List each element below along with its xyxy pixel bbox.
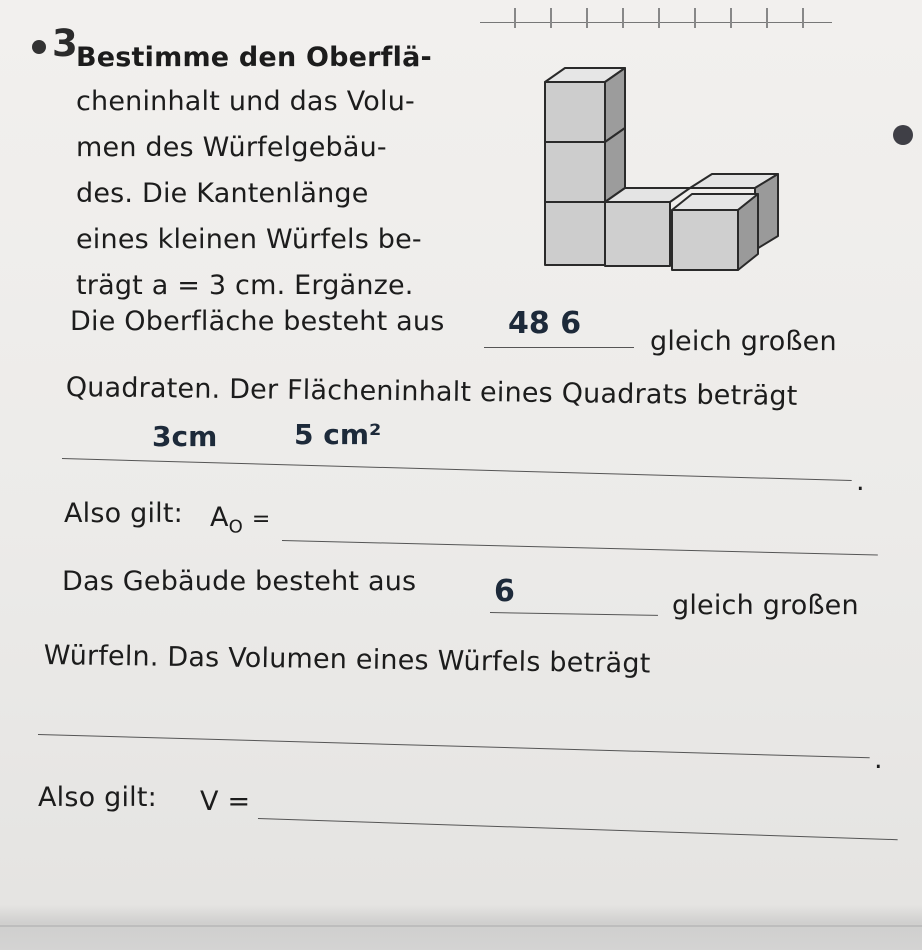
page-bottom-edge bbox=[0, 905, 922, 950]
margin-dot bbox=[893, 125, 913, 145]
volume-line-2: Würfeln. Das Volumen eines Würfels beträgt bbox=[43, 640, 651, 680]
volume-line-1-pre: Das Gebäude besteht aus bbox=[62, 566, 417, 597]
intro-line-6: trägt a = 3 cm. Ergänze. bbox=[76, 270, 414, 301]
volume-count-answer: 6 bbox=[494, 574, 515, 609]
page-bottom-line bbox=[0, 925, 922, 927]
surface-formula bbox=[210, 502, 270, 537]
intro-line-4: des. Die Kantenlänge bbox=[76, 178, 369, 209]
intro-line-3: men des Würfelgebäu- bbox=[76, 132, 387, 163]
surface-also-label: Also gilt: bbox=[64, 498, 183, 529]
intro-line-5: eines kleinen Würfels be- bbox=[76, 224, 422, 255]
cube-front-face bbox=[605, 202, 670, 266]
volume-formula: V = bbox=[200, 786, 251, 817]
volume-also-label: Also gilt: bbox=[38, 782, 157, 813]
intro-line-2: cheninhalt und das Volu- bbox=[76, 86, 415, 117]
volume-line-1-post: gleich großen bbox=[672, 590, 859, 621]
surface-line-2: Quadraten. Der Flächeninhalt eines Quadrats beträgt bbox=[65, 372, 798, 412]
cube-front-face bbox=[545, 202, 605, 265]
intro-line-1-text: Bestimme den Oberflä- bbox=[76, 42, 432, 73]
surface-line-1-post: gleich großen bbox=[650, 326, 837, 357]
volume-period: . bbox=[874, 744, 883, 775]
surface-area-period: . bbox=[856, 466, 865, 497]
cube-front-face bbox=[545, 142, 605, 202]
surface-area-answer-2: 5 cm² bbox=[294, 418, 382, 451]
surface-formula-symbol: A bbox=[210, 502, 229, 533]
surface-count-answer: 48 6 bbox=[508, 306, 582, 341]
surface-formula-equals: = bbox=[251, 507, 271, 532]
cube-front-face bbox=[545, 82, 605, 142]
surface-formula-sub: O bbox=[228, 516, 244, 538]
task-number: 3 bbox=[52, 22, 78, 65]
surface-line-1-pre: Die Oberfläche besteht aus bbox=[70, 306, 445, 337]
surface-count-blank bbox=[484, 347, 634, 348]
cube-front-face bbox=[672, 210, 738, 270]
surface-area-answer-1: 3cm bbox=[152, 420, 218, 453]
